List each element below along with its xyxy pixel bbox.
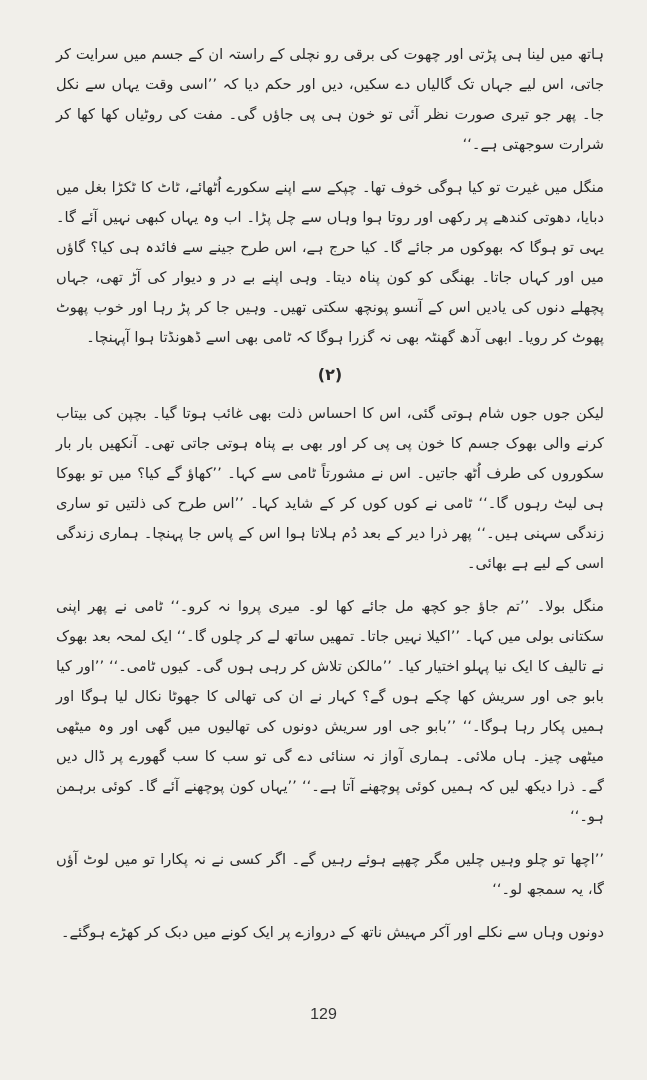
paragraph-spacer <box>56 832 604 845</box>
paragraph-2: منگل میں غیرت تو کیا ہوگی خوف تھا۔ چپکے سے اپنے سکورے اُٹھائے، ٹاٹ کا ٹکڑا بغل میں دبایا، دھوتی کندھے پر رکھی اور روتا ہوا وہاں سے چل پڑا۔ اب وہ یہاں کبھی نہیں آئے گا۔ یہی تو ہوگا کہ بھوکوں مر جائے گا۔ کیا حرج ہے، اس طرح جینے سے فائدہ ہی کیا؟ گاؤں میں اور کہاں جاتا۔ بھنگی کو کون پناہ دیتا۔ وہی اپنے بے در و دیوار کی آڑ تھی، جہاں پچھلے دنوں کی یادیں اس کے آنسو پونچھ سکتی تھیں۔ وہیں جا کر پڑ رہا اور خوب پھوٹ پھوٹ کر رویا۔ ابھی آدھ گھنٹہ بھی نہ گزرا ہوگا کہ ٹامی بھی اسے ڈھونڈتا ہوا آپہنچا۔ <box>56 179 604 346</box>
paragraph-spacer <box>56 160 604 173</box>
paragraph-spacer <box>56 905 604 918</box>
chapter-heading: (۲) <box>317 365 343 384</box>
paragraph-4: منگل بولا۔ ’’تم جاؤ جو کچھ مل جائے کھا لو۔ میری پروا نہ کرو۔‘‘ ٹامی نے پھر اپنی سکتانی بولی میں کہا۔ ’’اکیلا نہیں جاتا۔ تمھیں ساتھ لے کر چلوں گا۔‘‘ ایک لمحہ بعد بھوک نے تالیف کا ایک نیا پہلو اختیار کیا۔ ’’مالکن تلاش کر رہی ہوں گی۔ کیوں ٹامی۔‘‘ ’’اور کیا بابو جی اور سریش کھا چکے ہوں گے؟ کہار نے ان کی تھالی کا جھوٹا نکال لیا ہوگا اور ہمیں پکار رہا ہوگا۔‘‘ ’’بابو جی اور سریش دونوں کی تھالیوں میں گھی اور وہ میٹھی میٹھی چیز۔ ہاں ملائی۔ ہماری آواز نہ سنائی دے گی تو سب کا سب گھورے پر ڈال دیں گے۔ ذرا دیکھ لیں کہ ہمیں کوئی پوچھنے آتا ہے۔‘‘ ’’یہاں کون پوچھنے آئے گا۔ کوئی برہمن ہو۔‘‘ <box>56 598 604 825</box>
paragraph-5: ’’اچھا تو چلو وہیں چلیں مگر چھپے ہوئے رہیں گے۔ اگر کسی نے نہ پکارا تو میں لوٹ آؤں گا، یہ سمجھ لو۔‘‘ <box>56 851 604 898</box>
paragraph-spacer <box>56 579 604 592</box>
book-page <box>56 40 604 948</box>
paragraph-1: ہاتھ میں لینا ہی پڑتی اور چھوت کی برقی رو نچلی کے راستہ ان کے جسم میں سرایت کر جاتی، اس لیے جہاں تک گالیاں دے سکیں، دیں اور حکم دیا کہ ’’اسی وقت یہاں سے نکل جا۔ پھر جو تیری صورت نظر آئی تو خون ہی پی جاؤں گی۔ مفت کی روٹیاں کھا کھا کر شرارت سوجھتی ہے۔‘‘ <box>56 46 604 153</box>
paragraph-6: دونوں وہاں سے نکلے اور آکر مہیش ناتھ کے دروازے پر ایک کونے میں دبک کر کھڑے ہوگئے۔ <box>60 924 604 941</box>
page-number: 129 <box>310 1006 337 1023</box>
paragraph-3: لیکن جوں جوں شام ہوتی گئی، اس کا احساس ذلت بھی غائب ہوتا گیا۔ بچپن کی بیتاب کرنے والی بھوک جسم کا خون پی پی کر اور بھی بے پناہ ہوتی جاتی تھی۔ آنکھیں بار بار سکوروں کی طرف اُٹھ جاتیں۔ اس نے مشورتاً ٹامی سے کہا۔ ’’کھاؤ گے کیا؟ میں تو بھوکا ہی لیٹ رہوں گا۔‘‘ ٹامی نے کوں کوں کر کے شاید کہا۔ ’’اس طرح کی ذلتیں تو ساری زندگی سہنی ہیں۔‘‘ پھر ذرا دیر کے بعد دُم ہلاتا ہوا اس کے پاس جا پہنچا۔ ہماری زندگی اسی کے لیے ہے بھائی۔ <box>56 405 604 572</box>
